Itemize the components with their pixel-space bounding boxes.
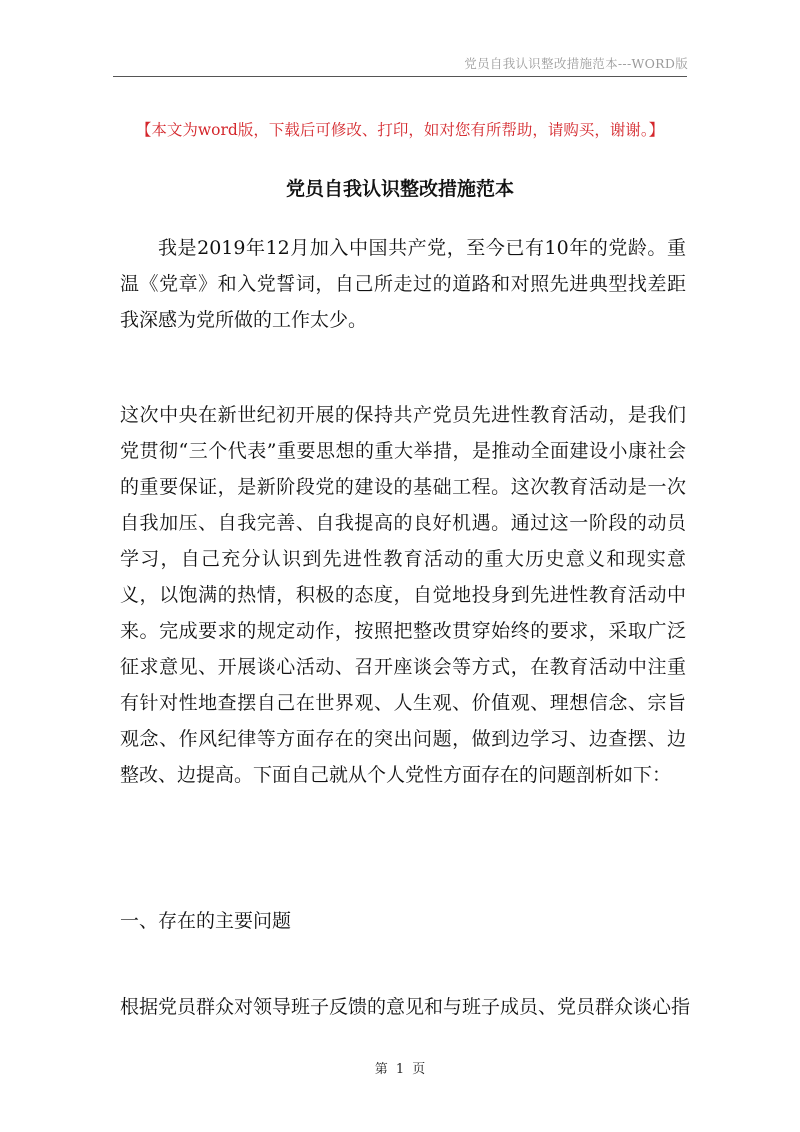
paragraph-main: 这次中央在新世纪初开展的保持共产党员先进性教育活动，是我们党贯彻“三个代表”重要思想的重大举措，是推动全面建设小康社会的重要保证，是新阶段党的建设的基础工程。这次教育活动是一次自我加压、自我完善、自我提高的良好机遇。通过这一阶段的动员学习，自己充分认识到先进性教育活动的重大历史意义和现实意义，以饱满的热情，积极的态度，自觉地投身到先进性教育活动中来。完成要求的规定动作，按照把整改贯穿始终的要求，采取广泛征求意见、开展谈心活动、召开座谈会等方式，在教育活动中注重有针对性地查摆自己在世界观、人生观、价值观、理想信念、宗旨观念、作风纪律等方面存在的突出问题，做到边学习、边查摆、边整改、边提高。下面自己就从个人党性方面存在的问题剖析如下： <box>120 404 686 786</box>
running-header: 党员自我认识整改措施范本---WORD版 <box>464 56 688 71</box>
download-notice: 【本文为word版，下载后可修改、打印，如对您有所帮助，请购买，谢谢。】 <box>135 121 665 139</box>
section-heading: 一、存在的主要问题 <box>120 910 292 932</box>
document-title: 党员自我认识整改措施范本 <box>285 178 514 200</box>
page-prefix: 第 <box>374 1062 388 1077</box>
paragraph-intro: 我是2019年12月加入中国共产党，至今已有10年的党龄。重温《党章》和入党誓词，自己所走过的道路和对照先进典型找差距我深感为党所做的工作太少。 <box>120 237 686 331</box>
paragraph-continued: 根据党员群众对领导班子反馈的意见和与班子成员、党员群众谈心指 <box>120 996 691 1018</box>
page-footer <box>0 1058 800 1077</box>
header-divider <box>113 76 687 77</box>
page-number: 1 <box>395 1062 405 1077</box>
page-suffix: 页 <box>412 1062 426 1077</box>
